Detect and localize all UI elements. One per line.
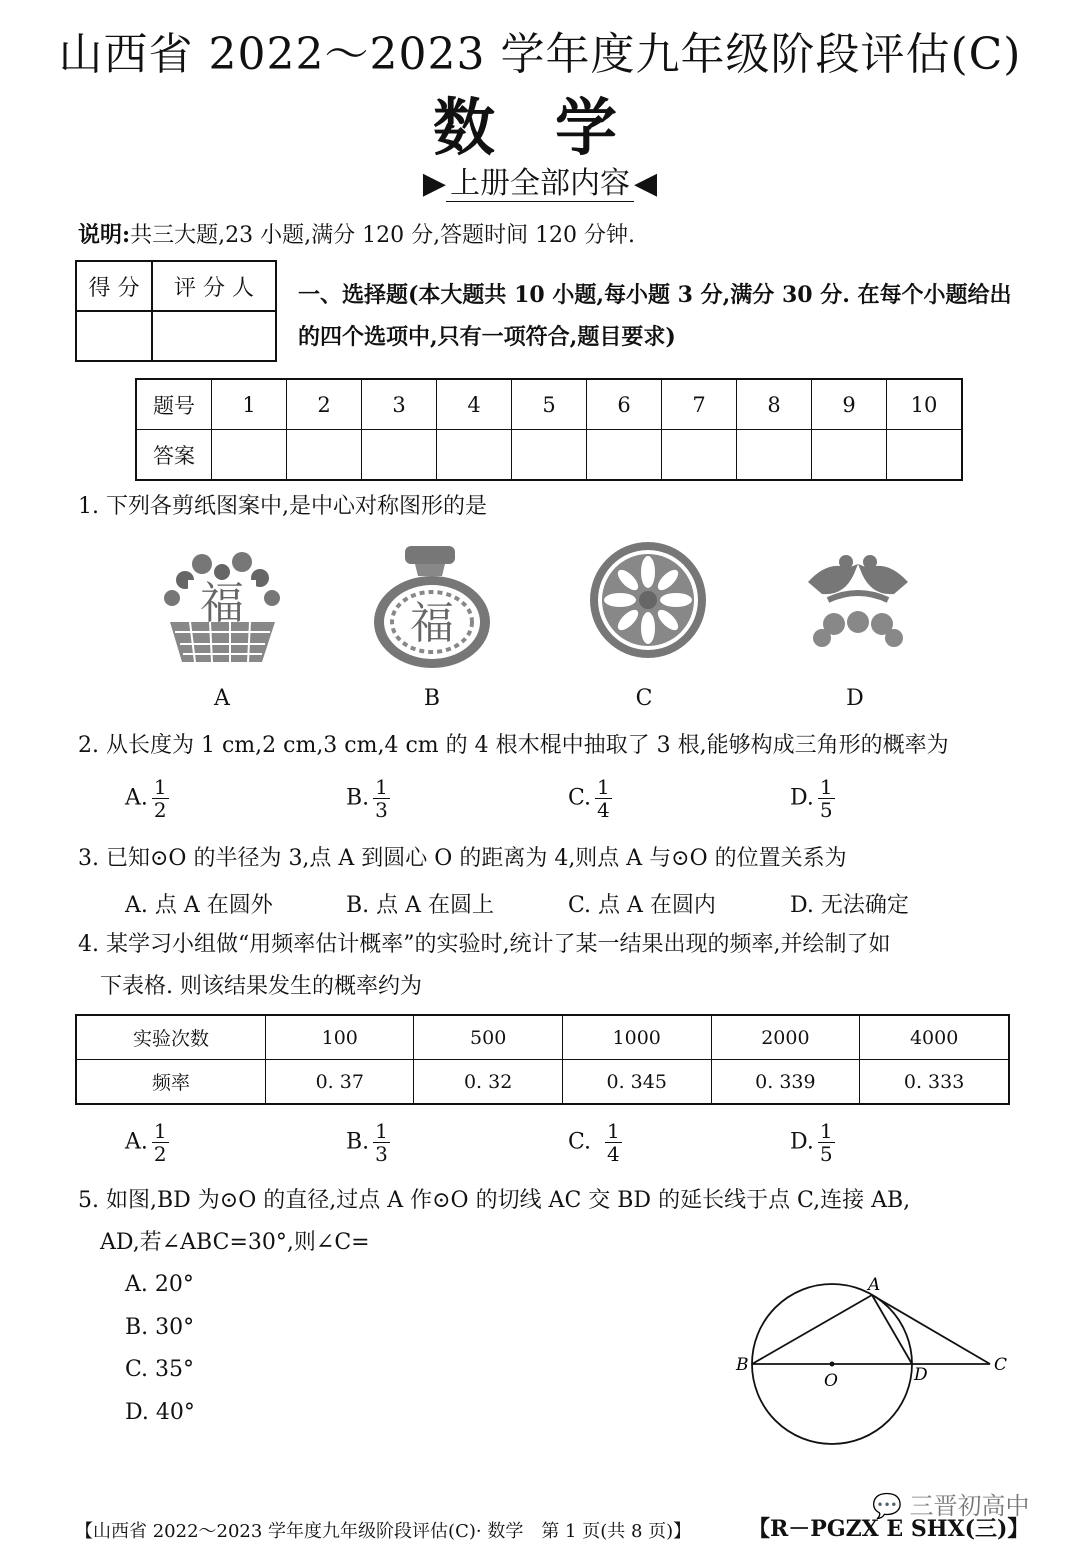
q5-stem-line1: 5. 如图,BD 为⊙O 的直径,过点 A 作⊙O 的切线 AC 交 BD 的延长线于点 C,连接 AB, — [78, 1188, 911, 1213]
watermark-text: 三晋初高中 — [909, 1492, 1030, 1520]
triangle-left-icon: ◀ — [634, 166, 658, 201]
denominator: 2 — [153, 798, 167, 822]
frequency-table-cell: 100 — [266, 1015, 414, 1060]
q4-option-d[interactable] — [790, 1120, 835, 1165]
scope-line — [0, 158, 1080, 202]
q2-option-a[interactable] — [125, 776, 169, 821]
score-header: 得 分 — [76, 261, 152, 311]
q3-option-c[interactable]: C. 点 A 在圆内 — [568, 893, 716, 918]
answer-number-cell: 1 — [212, 379, 287, 430]
answer-number-cell: 8 — [737, 379, 812, 430]
score-box — [75, 260, 277, 362]
denominator: 2 — [153, 1142, 167, 1166]
frequency-table-cell: 0. 32 — [414, 1060, 562, 1105]
option-label: C. — [568, 785, 592, 811]
q5-option-d[interactable]: D. 40° — [125, 1400, 195, 1425]
fraction — [152, 776, 169, 821]
scope-text: 上册全部内容 — [446, 166, 634, 202]
answer-input-cell[interactable] — [287, 430, 362, 481]
fraction — [818, 1120, 835, 1165]
answer-input-cell[interactable] — [437, 430, 512, 481]
grader-cell[interactable] — [152, 311, 276, 361]
fraction — [152, 1120, 169, 1165]
label-b: B — [736, 1355, 749, 1375]
answer-number-cell: 3 — [362, 379, 437, 430]
line-ab — [752, 1295, 872, 1364]
fraction — [373, 1120, 390, 1165]
frequency-table-cell: 0. 37 — [266, 1060, 414, 1105]
q4-option-c[interactable] — [568, 1120, 622, 1165]
fraction — [373, 776, 390, 821]
frequency-table-cell: 4000 — [860, 1015, 1009, 1060]
q3-option-b[interactable]: B. 点 A 在圆上 — [346, 893, 495, 918]
numerator: 1 — [375, 775, 388, 799]
note-text: 共三大题,23 小题,满分 120 分,答题时间 120 分钟. — [130, 223, 636, 248]
answer-number-cell: 7 — [662, 379, 737, 430]
grader-header: 评 分 人 — [152, 261, 276, 311]
frequency-table — [75, 1014, 1010, 1105]
frequency-table-cell: 0. 345 — [562, 1060, 711, 1105]
option-label: D. — [790, 785, 814, 811]
answer-table — [135, 378, 963, 481]
denominator: 5 — [819, 798, 833, 822]
q1-stem: 1. 下列各剪纸图案中,是中心对称图形的是 — [78, 494, 487, 519]
q2-stem: 2. 从长度为 1 cm,2 cm,3 cm,4 cm 的 4 根木棍中抽取了 3 根,能够构成三角形的概率为 — [78, 733, 949, 758]
answer-input-cell[interactable] — [512, 430, 587, 481]
papercut-b — [374, 546, 490, 668]
answer-input-cell[interactable] — [887, 430, 963, 481]
papercut-a — [164, 552, 280, 662]
fu-glyph-a: 福 — [200, 578, 244, 629]
footer-right: 【R－PGZX E SHX(三)】 — [748, 1516, 1030, 1542]
denominator: 3 — [375, 798, 388, 822]
numerator: 1 — [819, 1119, 833, 1143]
denominator: 4 — [597, 798, 610, 822]
q5-stem-line2: AD,若∠ABC=30°,则∠C= — [100, 1230, 370, 1255]
papercut-d — [808, 555, 908, 647]
exam-note — [78, 218, 635, 249]
answer-number-cell: 10 — [887, 379, 963, 430]
denominator: 5 — [819, 1142, 833, 1166]
footer-left: 【山西省 2022～2023 学年度九年级阶段评估(C)· 数学 第 1 页(共 8 页)】 — [75, 1521, 692, 1542]
q2-option-d[interactable] — [790, 776, 835, 821]
q4-stem-line2: 下表格. 则该结果发生的概率约为 — [100, 974, 422, 999]
q1-images — [150, 532, 950, 672]
section1-heading: 一、选择题(本大题共 10 小题,每小题 3 分,满分 30 分. 在每个小题给出的四个选项中,只有一项符合,题目要求) — [298, 282, 1012, 350]
frequency-table-header: 频率 — [76, 1060, 266, 1105]
answer-number-cell: 5 — [512, 379, 587, 430]
frequency-table-header: 实验次数 — [76, 1015, 266, 1060]
answer-input-cell[interactable] — [737, 430, 812, 481]
numerator: 1 — [153, 775, 167, 799]
answer-number-cell: 6 — [587, 379, 662, 430]
fu-glyph-b: 福 — [410, 598, 454, 649]
line-ad — [872, 1295, 912, 1364]
answer-input-cell[interactable] — [212, 430, 287, 481]
denominator: 3 — [375, 1142, 388, 1166]
q3-stem: 3. 已知⊙O 的半径为 3,点 A 到圆心 O 的距离为 4,则点 A 与⊙O 的位置关系为 — [78, 846, 847, 871]
label-d: D — [914, 1365, 928, 1385]
frequency-table-cell: 2000 — [711, 1015, 860, 1060]
fraction — [595, 776, 612, 821]
wechat-icon: 💬 — [872, 1492, 902, 1520]
option-label: A. — [125, 1129, 148, 1155]
score-cell[interactable] — [76, 311, 152, 361]
numerator: 1 — [607, 1119, 620, 1143]
note-label: 说明: — [78, 222, 131, 248]
numerator: 1 — [597, 775, 610, 799]
q1-label-b: B — [423, 686, 441, 711]
line-ac — [872, 1295, 990, 1364]
q3-option-d[interactable]: D. 无法确定 — [790, 893, 909, 918]
q4-option-a[interactable] — [125, 1120, 169, 1165]
frequency-table-cell: 0. 333 — [860, 1060, 1009, 1105]
label-o: O — [824, 1371, 838, 1391]
q5-option-c[interactable]: C. 35° — [125, 1357, 195, 1382]
label-c: C — [994, 1355, 1008, 1375]
option-label: D. — [790, 1129, 814, 1155]
numerator: 1 — [153, 1119, 167, 1143]
frequency-table-cell: 1000 — [562, 1015, 711, 1060]
q1-label-d: D — [846, 686, 864, 711]
label-a: A — [868, 1275, 881, 1295]
q4-option-b[interactable] — [346, 1120, 390, 1165]
answer-number-cell: 2 — [287, 379, 362, 430]
answer-input-cell[interactable] — [662, 430, 737, 481]
q3-option-a[interactable]: A. 点 A 在圆外 — [125, 893, 273, 918]
papercut-c — [590, 542, 706, 658]
answer-input-cell[interactable] — [362, 430, 437, 481]
triangle-right-icon: ▶ — [422, 166, 446, 201]
answer-input-cell[interactable] — [812, 430, 887, 481]
answer-number-cell: 4 — [437, 379, 512, 430]
subject-title: 数学 — [432, 91, 677, 164]
answer-number-cell: 9 — [812, 379, 887, 430]
numerator: 1 — [819, 775, 833, 799]
option-label: B. — [346, 1129, 370, 1155]
option-label: A. — [125, 785, 148, 811]
fraction — [818, 776, 835, 821]
exam-title: 山西省 2022～2023 学年度九年级阶段评估(C) — [58, 29, 1022, 80]
q5-geometry-figure — [728, 1268, 1018, 1448]
option-label: B. — [346, 785, 370, 811]
fraction — [605, 1120, 622, 1165]
answer-table-row2-label: 答案 — [136, 430, 212, 481]
q2-option-b[interactable] — [346, 776, 390, 821]
q4-stem-line1: 4. 某学习小组做“用频率估计概率”的实验时,统计了某一结果出现的频率,并绘制了如 — [78, 932, 891, 957]
answer-input-cell[interactable] — [587, 430, 662, 481]
answer-table-row1-label: 题号 — [136, 379, 212, 430]
q5-option-b[interactable]: B. 30° — [125, 1315, 195, 1340]
q5-option-a[interactable]: A. 20° — [125, 1272, 194, 1297]
denominator: 4 — [607, 1142, 620, 1166]
center-point — [830, 1362, 835, 1367]
frequency-table-cell: 0. 339 — [711, 1060, 860, 1105]
q1-label-c: C — [635, 686, 653, 711]
q1-label-a: A — [214, 686, 230, 711]
q2-option-c[interactable] — [568, 776, 612, 821]
frequency-table-cell: 500 — [414, 1015, 562, 1060]
option-label: C. — [568, 1129, 592, 1155]
numerator: 1 — [375, 1119, 388, 1143]
